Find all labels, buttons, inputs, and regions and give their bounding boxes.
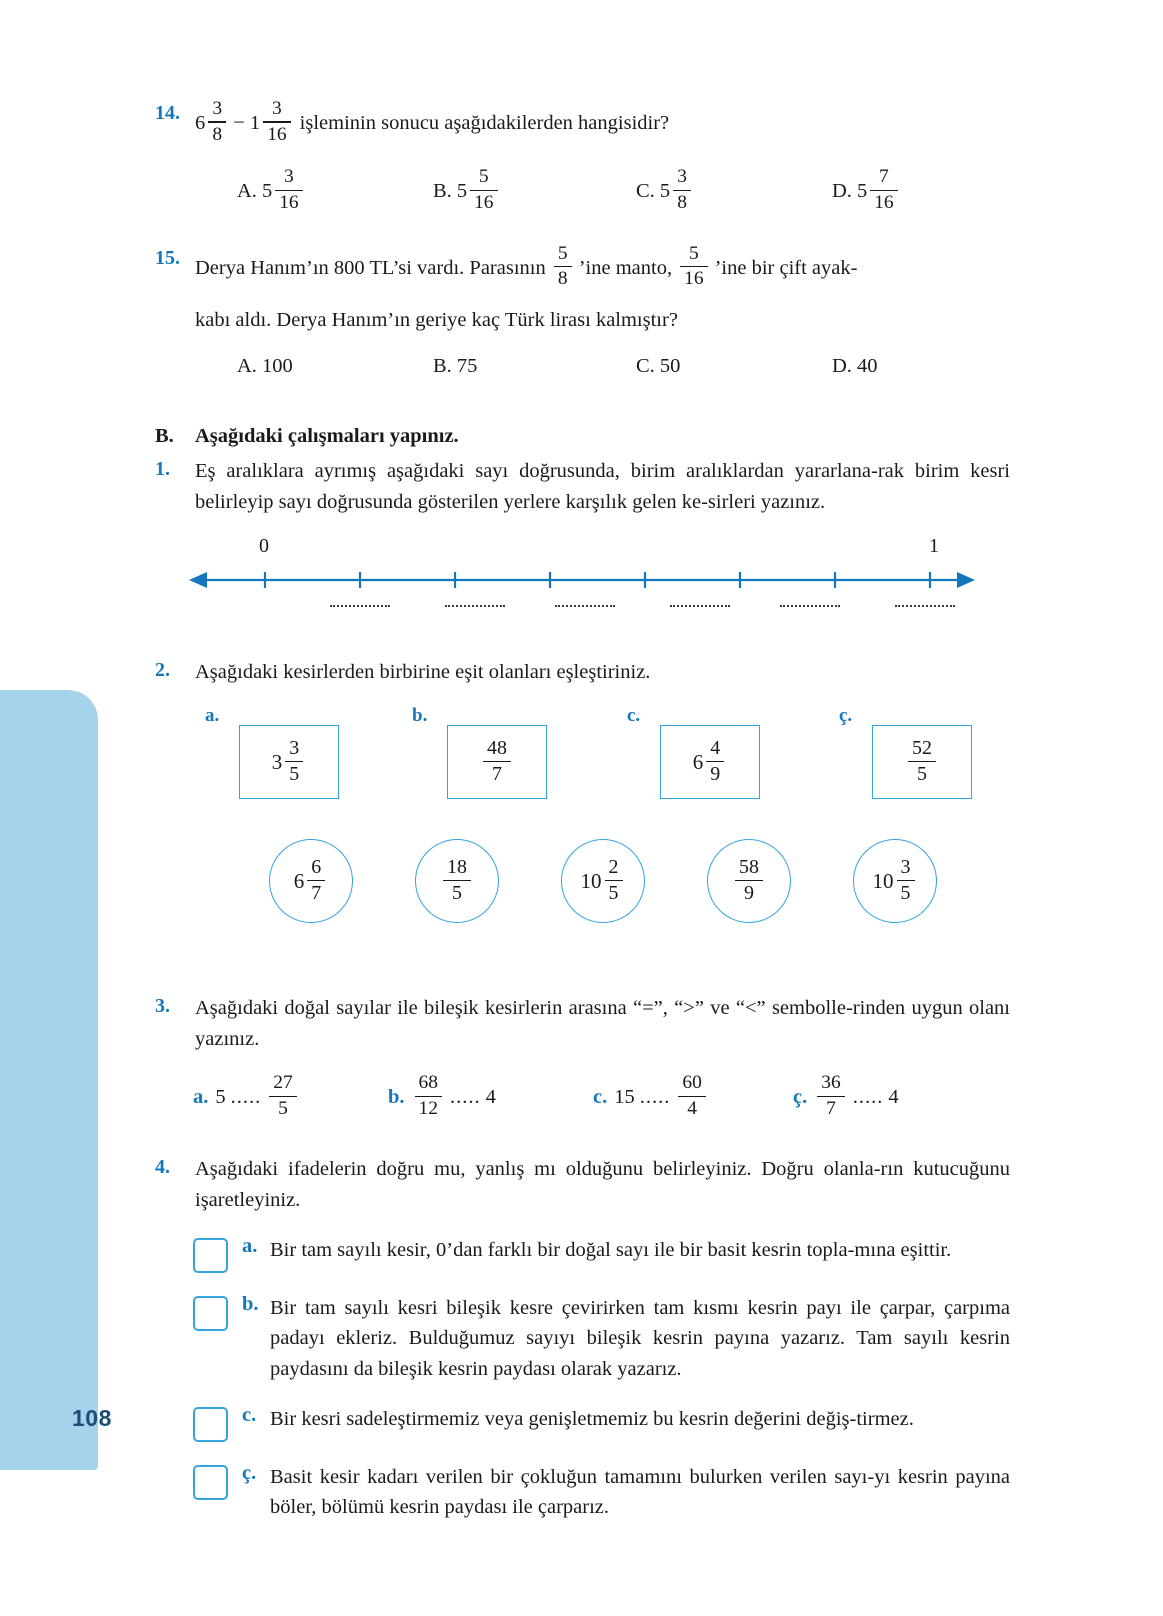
number-line-axis xyxy=(187,563,977,597)
circle-4-fraction: $\frac{58}{9}$ xyxy=(735,857,763,904)
number-line-blank[interactable] xyxy=(895,603,955,607)
option-d-label: D. xyxy=(832,180,852,203)
statement-a-text: Bir tam sayılı kesir, 0’dan farklı bir doğal sayı ile bir basit kesrin topla-mına eşittir. xyxy=(270,1239,952,1262)
card-b[interactable] xyxy=(447,725,547,799)
exercise-1-text: Eş aralıklara ayrımış aşağıdaki sayı doğrusunda, birim aralıklardan yararlana-rak birim kesri belirleyip sayı doğrusunda gösterilen yerlere karşılık gelen ke-sirleri yazınız. xyxy=(195,460,1010,513)
number-line-blank[interactable] xyxy=(780,603,840,607)
circle-1[interactable] xyxy=(269,839,353,923)
question-15-number: 15. xyxy=(155,246,180,269)
card-a-fraction: $\frac{3}{5}$ xyxy=(285,738,303,785)
item-b-label: b. xyxy=(388,1085,405,1108)
q15-option-c-label: C. xyxy=(636,355,655,378)
number-line-label-right: 1 xyxy=(929,535,939,558)
option-d-whole: 5 xyxy=(856,180,868,203)
question-14-options xyxy=(195,168,1010,214)
q15-option-a[interactable] xyxy=(237,351,433,381)
q14-fraction-1: $\frac{3}{8}$ xyxy=(208,99,226,145)
exercise-3-item-a[interactable] xyxy=(193,1074,388,1120)
circle-4[interactable] xyxy=(707,839,791,923)
number-line-blank[interactable] xyxy=(445,603,505,607)
section-b-letter: B. xyxy=(155,425,174,448)
number-line-label-left: 0 xyxy=(259,535,269,558)
circle-1-fraction: $\frac{6}{7}$ xyxy=(307,857,325,904)
item-c-cedilla-right: 4 xyxy=(888,1085,899,1108)
exercise-2-circles xyxy=(177,839,1010,961)
card-c[interactable] xyxy=(660,725,760,799)
card-c-cedilla-fraction: $\frac{52}{5}$ xyxy=(908,738,936,785)
q15-option-b-label: B. xyxy=(433,355,452,378)
q15-option-a-label: A. xyxy=(237,355,257,378)
item-c-cedilla-fraction: $\frac{36}{7}$ xyxy=(817,1073,844,1119)
card-label-b: b. xyxy=(412,705,428,727)
question-14-number: 14. xyxy=(155,102,180,124)
option-a-fraction: $\frac{3}{16}$ xyxy=(275,167,302,213)
item-c-blank[interactable]: ..... xyxy=(639,1085,671,1108)
option-b-whole: 5 xyxy=(456,180,468,203)
page-number: 108 xyxy=(72,1405,112,1431)
statement-a-label: a. xyxy=(242,1235,258,1258)
item-a-left: 5 xyxy=(215,1085,226,1108)
statement-a xyxy=(155,1235,1010,1273)
item-c-fraction: $\frac{60}{4}$ xyxy=(678,1073,705,1119)
q15-option-c[interactable] xyxy=(636,351,832,381)
option-d[interactable] xyxy=(832,168,901,214)
exercise-2 xyxy=(155,657,1010,961)
card-b-fraction: $\frac{48}{7}$ xyxy=(483,738,511,785)
exercise-3-item-c[interactable] xyxy=(593,1074,793,1120)
exercise-3-item-b[interactable] xyxy=(388,1074,593,1120)
checkbox-c[interactable] xyxy=(193,1407,228,1442)
circle-1-whole: 6 xyxy=(293,868,305,893)
number-line-blank[interactable] xyxy=(555,603,615,607)
card-label-c-cedilla: ç. xyxy=(839,705,853,727)
exercise-3-text: Aşağıdaki doğal sayılar ile bileşik kesirlerin arasına “=”, “>” ve “<” sembolle-rinden uygun olanı yazınız. xyxy=(195,997,1010,1050)
q14-fraction-2: $\frac{3}{16}$ xyxy=(263,99,290,145)
question-14-stem xyxy=(195,100,1010,146)
section-b-title: Aşağıdaki çalışmaları yapınız. xyxy=(195,425,459,448)
statement-b xyxy=(155,1293,1010,1384)
q15-option-b-value: 75 xyxy=(456,355,478,378)
card-a[interactable] xyxy=(239,725,339,799)
option-a-label: A. xyxy=(237,180,257,203)
q15-option-d-label: D. xyxy=(832,355,852,378)
q15-text-1: Derya Hanım’ın 800 TL’si vardı. Parasının xyxy=(195,256,546,279)
checkbox-a[interactable] xyxy=(193,1238,228,1273)
q14-text: işleminin sonucu aşağıdakilerden hangisidir? xyxy=(299,111,670,134)
q15-text-2: ’ine manto, xyxy=(578,256,673,279)
card-label-c: c. xyxy=(627,705,641,727)
circle-5[interactable] xyxy=(853,839,937,923)
q15-option-d-value: 40 xyxy=(856,355,878,378)
q15-text-4: kabı aldı. Derya Hanım’ın geriye kaç Türk lirası kalmıştır? xyxy=(195,308,678,331)
card-c-fraction: $\frac{4}{9}$ xyxy=(706,738,724,785)
item-c-cedilla-blank[interactable]: ..... xyxy=(852,1085,884,1108)
item-b-right: 4 xyxy=(485,1085,496,1108)
option-c-whole: 5 xyxy=(659,180,671,203)
exercise-3-number: 3. xyxy=(155,995,170,1018)
exercise-3-item-c-cedilla[interactable] xyxy=(793,1074,899,1120)
option-b-label: B. xyxy=(433,180,452,203)
exercise-4-number: 4. xyxy=(155,1156,170,1179)
statement-c xyxy=(155,1404,1010,1442)
item-a-blank[interactable]: ..... xyxy=(230,1085,262,1108)
exercise-2-cards xyxy=(177,705,1010,827)
exercise-1 xyxy=(155,456,1010,627)
exercise-2-number: 2. xyxy=(155,659,170,682)
option-b[interactable] xyxy=(433,168,636,214)
q15-text-3: ’ine bir çift ayak- xyxy=(714,256,858,279)
statement-c-cedilla xyxy=(155,1462,1010,1523)
q14-operator: − 1 xyxy=(233,111,261,134)
checkbox-b[interactable] xyxy=(193,1296,228,1331)
circle-3[interactable] xyxy=(561,839,645,923)
q15-option-d[interactable] xyxy=(832,351,877,381)
statement-b-label: b. xyxy=(242,1293,259,1316)
section-b-heading xyxy=(155,425,1010,448)
exercise-4-text: Aşağıdaki ifadelerin doğru mu, yanlış mı olduğunu belirleyiniz. Doğru olanla-rın kutucuğunu işaretleyiniz. xyxy=(195,1158,1010,1211)
checkbox-c-cedilla[interactable] xyxy=(193,1465,228,1500)
page-content xyxy=(155,100,1010,1523)
question-14 xyxy=(155,100,1010,215)
statement-c-label: c. xyxy=(242,1404,257,1426)
statement-c-cedilla-label: ç. xyxy=(242,1462,257,1484)
option-a-whole: 5 xyxy=(261,180,273,203)
card-c-cedilla[interactable] xyxy=(872,725,972,799)
exercise-1-number: 1. xyxy=(155,458,170,481)
card-c-whole: 6 xyxy=(692,749,704,774)
statement-b-text: Bir tam sayılı kesri bileşik kesre çevirirken tam kısmı kesrin payı ile çarpar, çarpıma padayı ekleriz. Bulduğumuz sayıyı bileşik kesrin payına yazarız. Tam sayılı kesrin paydasını da bileşik kesrin paydası olarak yazarız. xyxy=(270,1297,1010,1380)
item-c-label: c. xyxy=(593,1085,608,1108)
circle-3-whole: 10 xyxy=(580,868,602,893)
option-a[interactable] xyxy=(237,168,433,214)
q15-fraction-2: $\frac{5}{16}$ xyxy=(680,244,707,290)
number-line-blank[interactable] xyxy=(670,603,730,607)
exercise-3 xyxy=(155,993,1010,1120)
statement-c-text: Bir kesri sadeleştirmemiz veya genişletmemiz bu kesrin değerini değiş-tirmez. xyxy=(270,1408,914,1430)
option-c-fraction: $\frac{3}{8}$ xyxy=(673,167,691,213)
exercise-3-items xyxy=(155,1074,1010,1120)
q15-option-b[interactable] xyxy=(433,351,636,381)
option-d-fraction: $\frac{7}{16}$ xyxy=(870,167,897,213)
q15-option-a-value: 100 xyxy=(261,355,293,378)
item-b-fraction: $\frac{68}{12}$ xyxy=(415,1073,442,1119)
q15-fraction-1: $\frac{5}{8}$ xyxy=(554,244,572,290)
q14-whole: 6 xyxy=(195,111,206,134)
circle-3-fraction: $\frac{2}{5}$ xyxy=(605,857,623,904)
option-c[interactable] xyxy=(636,168,832,214)
option-b-fraction: $\frac{5}{16}$ xyxy=(470,167,497,213)
item-c-cedilla-label: ç. xyxy=(793,1085,808,1108)
item-a-label: a. xyxy=(193,1085,209,1108)
side-tab-decoration xyxy=(0,690,98,1470)
circle-2-fraction: $\frac{18}{5}$ xyxy=(443,857,471,904)
card-a-whole: 3 xyxy=(271,749,283,774)
item-a-fraction: $\frac{27}{5}$ xyxy=(269,1073,296,1119)
question-15-options xyxy=(195,351,1010,381)
q15-option-c-value: 50 xyxy=(659,355,681,378)
item-b-blank[interactable]: ..... xyxy=(450,1085,481,1108)
statement-c-cedilla-text: Basit kesir kadarı verilen bir çokluğun tamamını bulurken verilen sayı-yı kesrin payına böler, bölümü kesrin paydası ile çarparız. xyxy=(270,1466,1010,1519)
circle-5-fraction: $\frac{3}{5}$ xyxy=(897,857,915,904)
circle-2[interactable] xyxy=(415,839,499,923)
number-line-blank[interactable] xyxy=(330,603,390,607)
number-line xyxy=(187,535,1010,627)
circle-5-whole: 10 xyxy=(872,868,894,893)
card-label-a: a. xyxy=(205,705,220,727)
option-c-label: C. xyxy=(636,180,655,203)
question-15 xyxy=(155,242,1010,382)
exercise-4 xyxy=(155,1154,1010,1522)
item-c-left: 15 xyxy=(614,1085,635,1108)
exercise-2-text: Aşağıdaki kesirlerden birbirine eşit olanları eşleştiriniz. xyxy=(195,661,651,684)
